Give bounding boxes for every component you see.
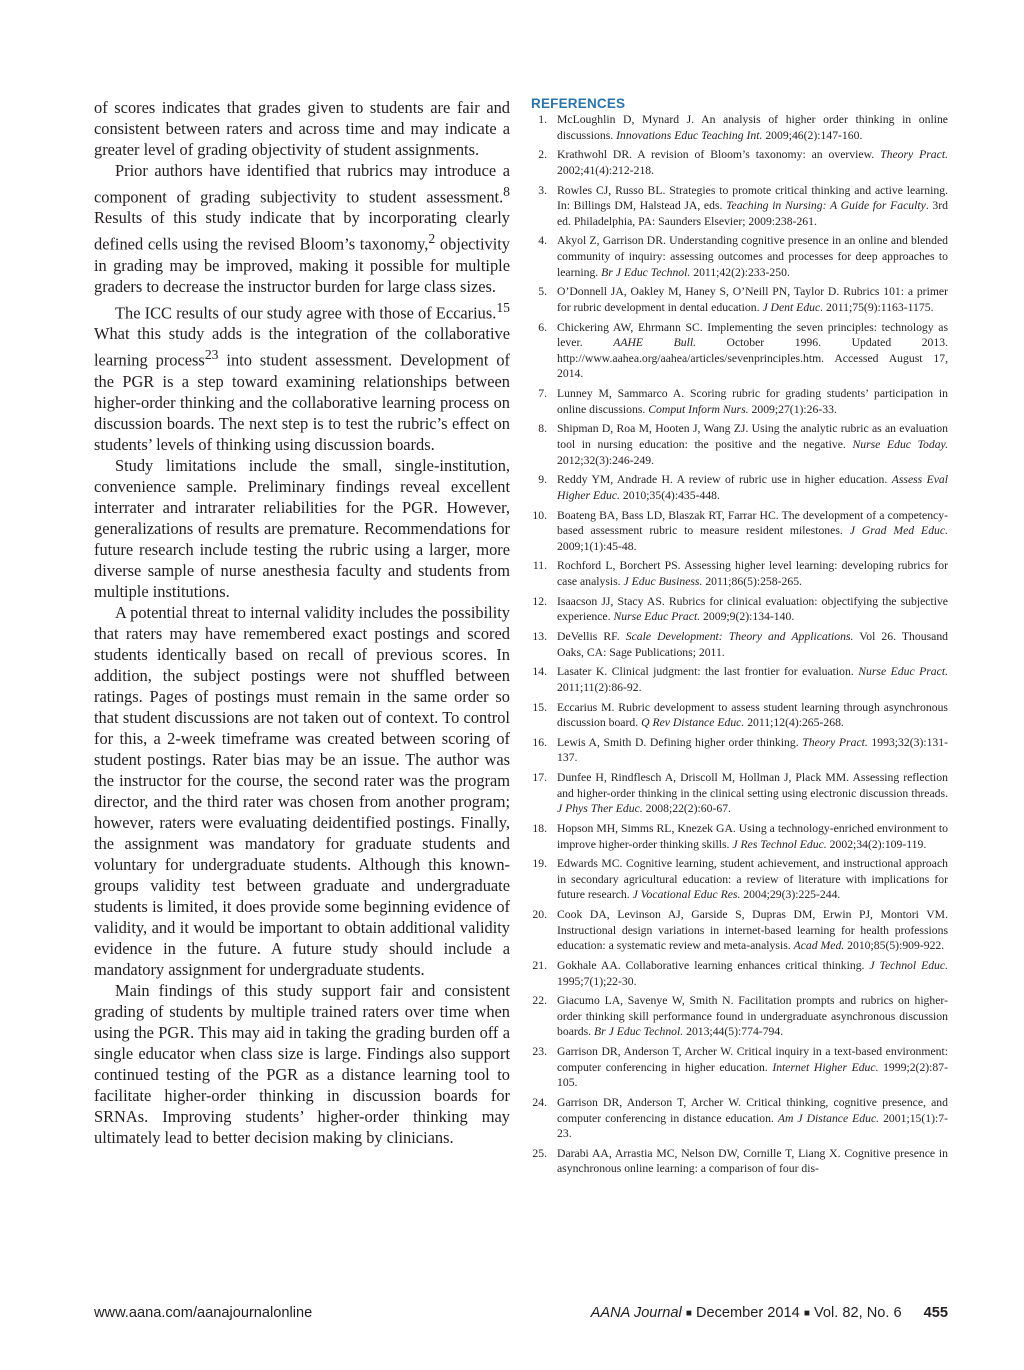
reference-number: 14.	[532, 665, 547, 679]
reference-text: Lunney M, Sammarco A. Scoring rubric for grading students’ participation in online discussions. Comput Inform Nurs. 2009;27(1):26-33.	[557, 387, 948, 416]
reference-item	[531, 284, 948, 315]
reference-number: 23.	[532, 1045, 547, 1059]
reference-number: 2.	[538, 148, 547, 162]
reference-item	[531, 993, 948, 1040]
body-paragraph: Study limitations include the small, single-institution, convenience sample. Preliminary findings reveal excellent interrater and intrarater reliabilities for the PGR. However, generalizations of results are premature. Recommendations for future research include testing the rubric using a larger, more diverse sample of nurse anesthesia faculty and students from multiple institutions.	[94, 455, 510, 601]
reference-number: 10.	[532, 508, 547, 522]
reference-number: 7.	[538, 387, 547, 401]
reference-item	[531, 629, 948, 660]
reference-number: 24.	[532, 1096, 547, 1109]
reference-text: Edwards MC. Cognitive learning, student achievement, and instructional approach in secondary agricultural education: a review of literature with implications for future research. J Vocational Educ Res. 2004;29(3):225-244.	[557, 857, 948, 902]
separator-bullet: ■	[685, 1308, 692, 1319]
reference-text: Shipman D, Roa M, Hooten J, Wang ZJ. Using the analytic rubric as an evaluation tool in nursing education: the positive and the negative. Nurse Educ Today. 2012;32(3):246-249.	[557, 422, 949, 467]
reference-item	[531, 735, 948, 766]
reference-number: 6.	[538, 320, 547, 334]
reference-text: Gokhale AA. Collaborative learning enhances critical thinking. J Technol Educ. 1995;7(1);22-30.	[557, 958, 949, 988]
reference-text: Boateng BA, Bass LD, Blaszak RT, Farrar HC. The development of a competency-based assessment rubric to measure resident milestones. J Grad Med Educ. 2009;1(1):45-48.	[557, 508, 948, 553]
reference-item	[531, 664, 948, 695]
reference-item	[531, 147, 948, 178]
reference-number: 19.	[532, 857, 547, 871]
reference-number: 15.	[532, 700, 547, 714]
journal-name: AANA Journal	[590, 1305, 682, 1321]
body-text-column	[94, 97, 510, 1148]
reference-text: Dunfee H, Rindflesch A, Driscoll M, Hollman J, Plack MM. Assessing reflection and higher-order thinking in the clinical setting using electronic discussion threads. J Phys Ther Educ. 2008;22(2):60-67.	[557, 771, 948, 816]
reference-number: 18.	[532, 821, 547, 835]
reference-item	[531, 183, 948, 230]
reference-text: Hopson MH, Simms RL, Knezek GA. Using a technology-enriched environment to improve higher-order thinking skills. J Res Technol Educ. 2002;34(2):109-119.	[557, 821, 948, 851]
reference-number: 11.	[532, 559, 547, 573]
reference-item	[531, 386, 948, 417]
reference-item	[531, 233, 948, 280]
reference-text: O’Donnell JA, Oakley M, Haney S, O’Neill PN, Taylor D. Rubrics 101: a primer for rubric development in dental education. J Dent Educ. 2011;75(9):1163-1175.	[557, 285, 948, 314]
volume-issue: Vol. 82, No. 6	[813, 1305, 902, 1321]
reference-item	[531, 558, 948, 589]
reference-item	[531, 472, 948, 503]
reference-number: 9.	[538, 473, 547, 487]
reference-number: 17.	[532, 771, 547, 785]
reference-text: Eccarius M. Rubric development to assess student learning through asynchronous discussion board. Q Rev Distance Educ. 2011;12(4):265-268.	[557, 700, 948, 730]
reference-text: Garrison DR, Anderson T, Archer W. Critical thinking, cognitive presence, and computer conferencing in distance education. Am J Distance Educ. 2001;15(1):7-23.	[557, 1096, 949, 1141]
reference-text: Cook DA, Levinson AJ, Garside S, Dupras DM, Erwin PJ, Montori VM. Instructional design variations in internet-based learning for health professions education: a systematic review and meta-analysis. Acad Med. 2010;85(5):909-922.	[557, 908, 948, 953]
body-paragraph: of scores indicates that grades given to students are fair and consistent between raters and across time and may indicate a greater level of grading objectivity of student assignments.	[94, 98, 510, 159]
reference-text: Akyol Z, Garrison DR. Understanding cognitive presence in an online and blended community of inquiry: assessing outcomes and processes for deep approaches to learning. Br J Educ Technol. 2011;42(2):233-250.	[557, 234, 948, 279]
reference-item	[531, 594, 948, 625]
reference-text: Reddy YM, Andrade H. A review of rubric use in higher education. Assess Eval Higher Educ. 2010;35(4):435-448.	[557, 473, 949, 502]
reference-item	[531, 907, 948, 954]
journal-url[interactable]: www.aana.com/aanajournalonline	[94, 1305, 313, 1321]
reference-item	[531, 770, 948, 817]
reference-number: 3.	[538, 183, 547, 197]
body-paragraph: Prior authors have identified that rubrics may introduce a component of grading subjectivity to student assessment.$^8$ Results of this study indicate that by incorporating clearly defined cells using the revised Bloom’s taxonomy,$^2$ objectivity in grading may be improved, making it possible for multiple graders to decrease the instructor burden for large class sizes.	[94, 161, 510, 296]
reference-number: 5.	[538, 285, 547, 299]
reference-text: Rowles CJ, Russo BL. Strategies to promote critical thinking and active learning. In: Billings DM, Halstead JA, eds. Teaching in Nursing: A Guide for Faculty. 3rd ed. Philadelphia, PA: Saunders Elsevier; 2009:238-261.	[557, 183, 948, 228]
reference-item	[531, 821, 948, 852]
reference-text: Lasater K. Clinical judgment: the last frontier for evaluation. Nurse Educ Pract. 2011;11(2):86-92.	[557, 665, 948, 694]
reference-item	[531, 320, 948, 382]
reference-list	[531, 112, 948, 1177]
body-paragraph: Main findings of this study support fair and consistent grading of students by multiple trained raters over time when using the PGR. This may aid in taking the grading burden off a single educator when class size is large. Findings also support continued testing of the PGR as a distance learning tool to facilitate higher-order thinking in discussion boards for SRNAs. Improving students’ higher-order thinking may ultimately lead to better decision making by clinicians.	[94, 980, 510, 1147]
reference-number: 16.	[532, 735, 547, 749]
reference-item	[531, 508, 948, 555]
reference-text: Lewis A, Smith D. Defining higher order thinking. Theory Pract. 1993;32(3):131-137.	[557, 735, 949, 765]
reference-item	[531, 421, 948, 468]
reference-text: Garrison DR, Anderson T, Archer W. Critical inquiry in a text-based environment: computer conferencing in higher education. Internet Higher Educ. 1999;2(2):87-105.	[557, 1045, 949, 1090]
reference-number: 12.	[532, 594, 547, 608]
reference-item	[531, 1095, 948, 1142]
separator-bullet: ■	[803, 1308, 810, 1319]
reference-text: Krathwohl DR. A revision of Bloom’s taxonomy: an overview. Theory Pract. 2002;41(4):212-218.	[557, 148, 949, 177]
body-paragraph: A potential threat to internal validity includes the possibility that raters may have remembered exact postings and scored students identically based on recall of previous scores. In addition, the subject postings were not shuffled between ratings. Pages of postings must remain in the same order so that student discussions are not taken out of context. To control for this, a 2-week timeframe was created between scoring of student postings. Rater bias may be an issue. The author was the instructor for the course, the second rater was the program director, and the third rater was chosen from another program; however, raters were evaluating deidentified postings. Finally, the assignment was mandatory for graduate students and voluntary for undergraduate students. Although this known-groups validity test between graduate and undergraduate students is limited, it does provide some beginning evidence of validity, and it would be important to obtain additional validity evidence in the future. A future study should include a mandatory assignment for undergraduate students.	[94, 602, 510, 979]
references-heading: REFERENCES	[531, 96, 626, 111]
reference-item	[531, 958, 948, 989]
reference-number: 4.	[538, 234, 547, 248]
reference-item	[531, 112, 948, 143]
reference-number: 20.	[532, 908, 547, 922]
reference-item	[531, 700, 948, 731]
references-column	[531, 95, 948, 1181]
reference-text: DeVellis RF. Scale Development: Theory and Applications. Vol 26. Thousand Oaks, CA: Sage Publications; 2011.	[557, 629, 949, 659]
reference-item	[531, 856, 948, 903]
reference-text: Rochford L, Borchert PS. Assessing higher level learning: developing rubrics for case analysis. J Educ Business. 2011;86(5):258-265.	[557, 559, 948, 588]
page-footer	[94, 1305, 948, 1325]
journal-citation	[591, 1305, 948, 1321]
reference-number: 8.	[538, 422, 547, 436]
reference-number: 1.	[538, 113, 547, 126]
reference-text: Isaacson JJ, Stacy AS. Rubrics for clinical evaluation: objectifying the subjective experience. Nurse Educ Pract. 2009;9(2):134-140.	[557, 594, 948, 624]
reference-text: McLoughlin D, Mynard J. An analysis of higher order thinking in online discussions. Innovations Educ Teaching Int. 2009;46(2):147-160.	[557, 113, 948, 142]
issue-date: December 2014	[695, 1305, 800, 1321]
body-paragraph: The ICC results of our study agree with those of Eccarius.$^{15}$ What this study adds is the integration of the collaborative learning process$^{23}$ into student assessment. Development of the PGR is a step toward examining relationships between higher-order thinking and the collaborative learning process on discussion boards. The next step is to test the rubric’s effect on students’ levels of thinking using discussion boards.	[94, 299, 510, 454]
reference-number: 21.	[532, 958, 547, 972]
reference-number: 25.	[532, 1146, 547, 1160]
reference-item	[531, 1044, 948, 1091]
reference-text: Darabi AA, Arrastia MC, Nelson DW, Cornille T, Liang X. Cognitive presence in asynchronous online learning: a comparison of four dis-	[557, 1146, 948, 1176]
reference-number: 13.	[532, 629, 547, 643]
reference-number: 22.	[532, 994, 547, 1008]
reference-text: Chickering AW, Ehrmann SC. Implementing the seven principles: technology as lever. AAHE Bull. October 1996. Updated 2013. http://www.aahea.org/aahea/articles/sevenprinciples.htm. Accessed August 17, 2014.	[557, 320, 948, 381]
reference-text: Giacumo LA, Savenye W, Smith N. Facilitation prompts and rubrics on higher-order thinking skill performance found in undergraduate asynchronous discussion boards. Br J Educ Technol. 2013;44(5):774-794.	[557, 994, 948, 1039]
reference-item	[531, 1146, 948, 1177]
page-number: 455	[923, 1305, 948, 1321]
